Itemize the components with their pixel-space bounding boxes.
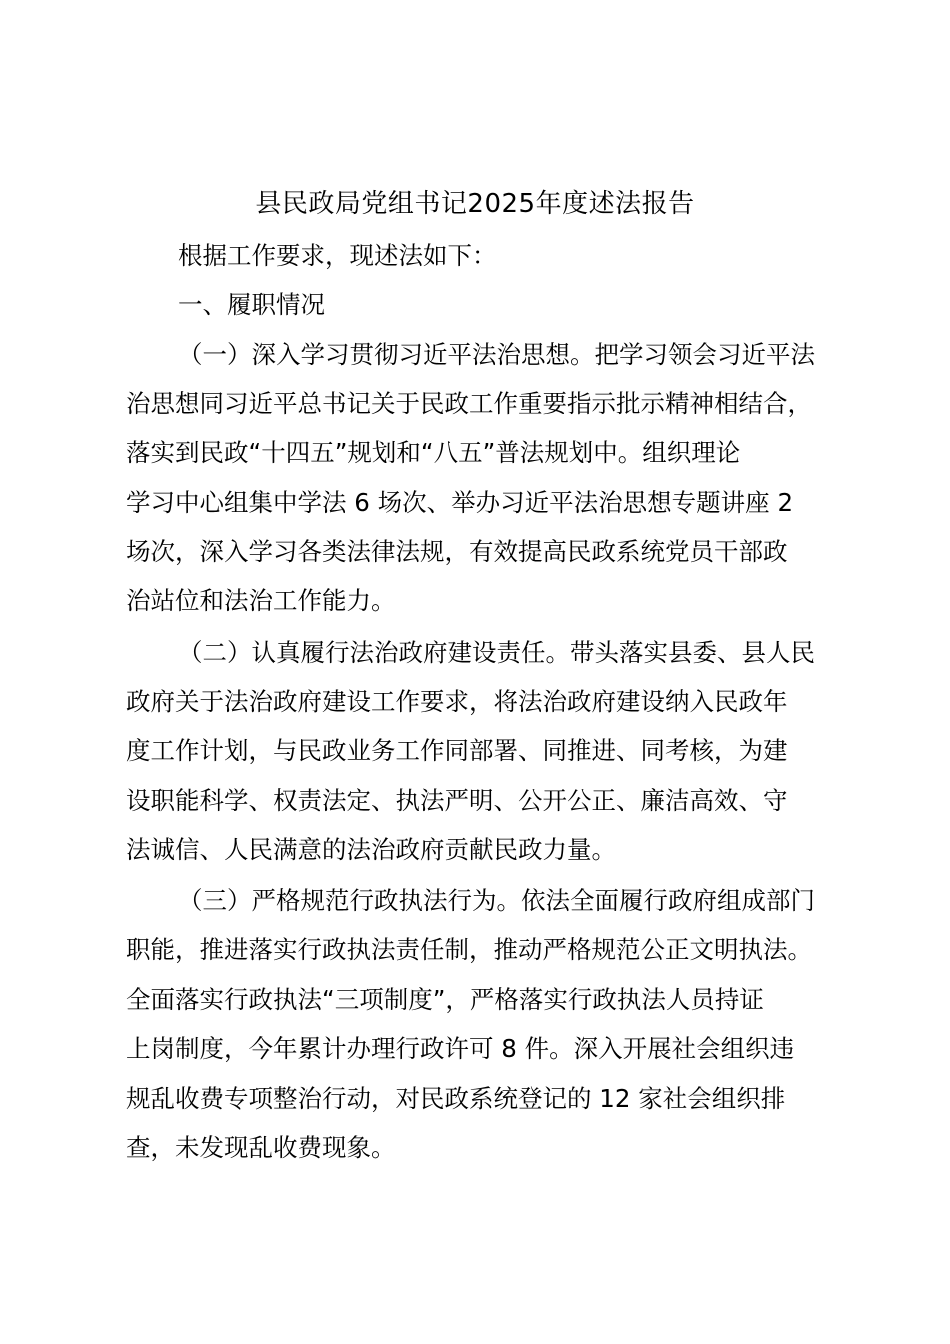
paragraph-2-line-5: 法诚信、人民满意的法治政府贡献民政力量。 (126, 835, 616, 864)
paragraph-2-line-1: （二）认真履行法治政府建设责任。带头落实县委、县人民 (178, 638, 815, 667)
paragraph-3-line-4: 上岗制度，今年累计办理行政许可 8 件。深入开展社会组织违 (126, 1034, 795, 1063)
paragraph-2-line-2: 政府关于法治政府建设工作要求，将法治政府建设纳入民政年 (126, 687, 788, 716)
paragraph-3-line-3: 全面落实行政执法“三项制度”，严格落实行政执法人员持证 (126, 985, 764, 1014)
document-title: 县民政局党组书记2025年度述法报告 (255, 189, 695, 219)
paragraph-3-line-6: 查，未发现乱收费现象。 (126, 1133, 396, 1162)
paragraph-2-line-4: 设职能科学、权责法定、执法严明、公开公正、廉洁高效、守 (126, 786, 788, 815)
paragraph-3-line-5: 规乱收费专项整治行动，对民政系统登记的 12 家社会组织排 (126, 1084, 786, 1113)
section-heading: 一、履职情况 (178, 290, 325, 319)
paragraph-3-line-2: 职能，推进落实行政执法责任制，推动严格规范公正文明执法。 (126, 935, 812, 964)
paragraph-2-line-3: 度工作计划，与民政业务工作同部署、同推进、同考核，为建 (126, 736, 788, 765)
intro-text: 根据工作要求，现述法如下： (178, 241, 497, 270)
paragraph-1-line-3: 落实到民政“十四五”规划和“八五”普法规划中。组织理论 (126, 438, 741, 467)
paragraph-1-line-6: 治站位和法治工作能力。 (126, 586, 396, 615)
paragraph-1-line-2: 治思想同习近平总书记关于民政工作重要指示批示精神相结合， (126, 389, 812, 418)
paragraph-1-line-4: 学习中心组集中学法 6 场次、举办习近平法治思想专题讲座 2 (126, 488, 794, 517)
paragraph-1-line-1: （一）深入学习贯彻习近平法治思想。把学习领会习近平法 (178, 340, 815, 369)
paragraph-1-line-5: 场次，深入学习各类法律法规，有效提高民政系统党员干部政 (126, 537, 788, 566)
paragraph-3-line-1: （三）严格规范行政执法行为。依法全面履行政府组成部门 (178, 886, 815, 915)
